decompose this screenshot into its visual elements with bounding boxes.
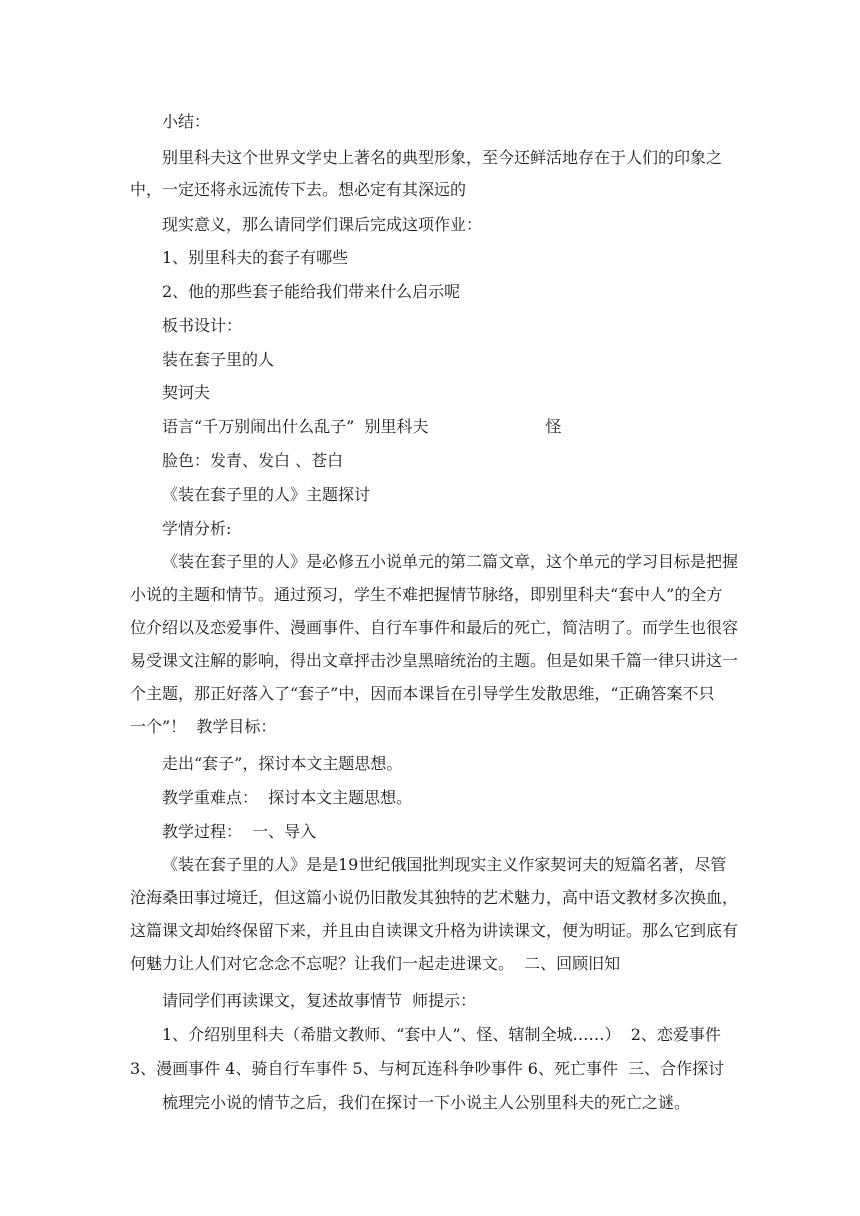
paragraph-line: 教学过程： 一、导入 [162,822,317,841]
paragraph-line: 一个”！ 教学目标： [130,717,277,736]
list-item: 2、他的那些套子能给我们带来什么启示呢 [162,282,461,301]
list-item: 1、介绍别里科夫（希腊文教师、“套中人”、怪、辖制全城……） 2、恋爱事件 [162,1025,721,1044]
summary-heading: 小结： [162,112,211,131]
paragraph-line: 易受课文注解的影响，得出文章抨击沙皇黑暗统治的主题。但是如果千篇一律只讲这一 [130,651,739,670]
paragraph-line: 《装在套子里的人》是是19世纪俄国批判现实主义作家契诃夫的短篇名著，尽管 [162,855,727,874]
board-author: 契诃夫 [162,383,211,402]
paragraph-line: 走出“套子”，探讨本文主题思想。 [162,754,403,773]
paragraph-line: 《装在套子里的人》是必修五小说单元的第二篇文章，这个单元的学习目标是把握 [162,552,739,571]
board-title: 装在套子里的人 [162,350,275,369]
paragraph-line: 现实意义，那么请同学们课后完成这项作业： [162,215,483,234]
board-face-line: 脸色：发青、发白 、苍白 [162,451,344,470]
paragraph-line: 这篇课文却始终保留下来，并且由自读课文升格为讲读课文，便为明证。那么它到底有 [130,921,739,940]
paragraph-line: 请同学们再读课文，复述故事情节 师提示： [162,991,477,1010]
section-heading: 板书设计： [162,316,243,335]
paragraph-line: 何魅力让人们对它念念不忘呢？让我们一起走进课文。 二、回顾旧知 [130,954,621,973]
section-heading: 学情分析: [162,519,232,538]
paragraph-line: 教学重难点： 探讨本文主题思想。 [162,788,413,807]
paragraph-line: 位介绍以及恋爱事件、漫画事件、自行车事件和最后的死亡，简洁明了。而学生也很容 [130,618,739,637]
paragraph-line: 别里科夫这个世界文学史上著名的典型形象，至今还鲜活地存在于人们的印象之 [162,148,723,167]
paragraph-line: 沧海桑田事过境迁，但这篇小说仍旧散发其独特的艺术魅力，高中语文教材多次换血， [130,888,739,907]
paragraph-line: 中，一定还将永远流传下去。想必定有其深远的 [130,180,467,199]
list-item: 3、漫画事件 4、骑自行车事件 5、与柯瓦连科争吵事件 6、死亡事件 三、合作探讨 [130,1059,725,1078]
paragraph-line: 小说的主题和情节。通过预习，学生不难把握情节脉络，即别里科夫“套中人”的全方 [130,585,723,604]
paragraph-line: 梳理完小说的情节之后，我们在探讨一下小说主人公别里科夫的死亡之谜。 [162,1093,691,1112]
section-heading: 《装在套子里的人》主题探讨 [162,485,371,504]
list-item: 1、别里科夫的套子有哪些 [162,248,349,267]
paragraph-line: 个主题，那正好落入了“套子”中，因而本课旨在引导学生发散思维，“正确答案不只 [130,684,715,703]
board-language-line: 语言“千万别闹出什么乱子” 别里科夫 怪 [162,417,562,436]
